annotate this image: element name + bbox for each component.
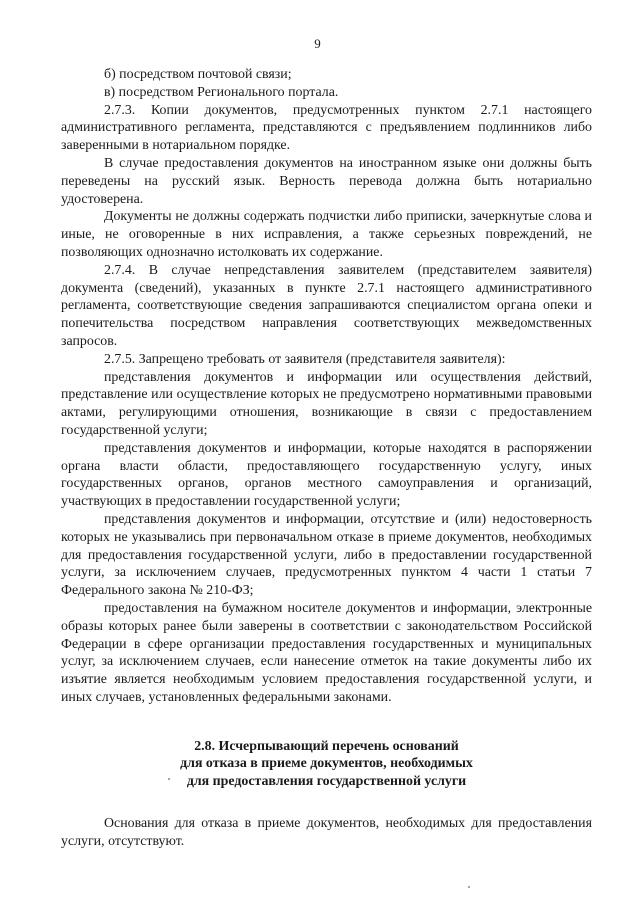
page-number: 9 — [314, 36, 321, 51]
heading-line-3: для предоставления государственной услуги — [186, 774, 467, 790]
paragraph-2-7-3: 2.7.3. Копии документов, предусмотренных пунктом 2.7.1 настоящего административного регламента, представляются с предъявлением подлинников либо заверенными в нотариальном порядке. — [61, 102, 592, 154]
paragraph-document-integrity: Документы не должны содержать подчистки либо приписки, зачеркнутые слова и иные, не оговоренные в них исправления, а также серьезных повреждений, не позволяющих однозначно истолковать их содержание. — [61, 209, 592, 260]
paragraph-foreign-language: В случае предоставления документов на иностранном языке они должны быть переведены на русский язык. Верность перевода должна быть нотариально удостоверена. — [61, 155, 592, 207]
paragraph-prohibition-4: предоставления на бумажном носителе документов и информации, электронные образы которых ранее были заверены в соответствии с законодательством Российской Федерации в сфере организации предоставления государственных и муниципальных услуг, за исключением случаев, если нанесение отметок на такие документы либо их изъятие является необходимым условием предоставления государственной услуги, и иных случаев, установленных федеральными законами. — [61, 600, 592, 705]
paragraph-refusal-grounds: Основания для отказа в приеме документов, необходимых для предоставления услуги, отсутствуют. — [61, 816, 592, 849]
section-heading-2-8 — [61, 738, 592, 791]
paragraph-2-7-4: 2.7.4. В случае непредставления заявителем (представителем заявителя) документа (сведений), указанных в пункте 2.7.1 настоящего административного регламента, соответствующие сведения запрашиваются специалистом органа опеки и попечительства посредством направления соответствующих межведомственных запросов. — [61, 262, 592, 349]
scan-speck — [468, 886, 470, 888]
document-body — [61, 66, 592, 851]
heading-line-1: 2.8. Исчерпывающий перечень оснований — [194, 738, 459, 754]
paragraph-prohibition-2: представления документов и информации, которые находятся в распоряжении органа власти области, предоставляющего государственную услугу, иных государственных органов, органов местного самоуправления и организаций, участвующих в предоставлении государственной услуги; — [61, 440, 592, 510]
scan-speck — [168, 778, 170, 780]
paragraph-2-7-5: 2.7.5. Запрещено требовать от заявителя (представителя заявителя): — [104, 351, 506, 367]
heading-line-2: для отказа в приеме документов, необходимых — [180, 756, 473, 772]
paragraph-prohibition-3: представления документов и информации, отсутствие и (или) недостоверность которых не указывались при первоначальном отказе в приеме документов, необходимых для предоставления государственной услуги, либо в предоставлении государственной услуги, за исключением случаев, предусмотренных пунктом 4 части 1 статьи 7 Федерального закона № 210-ФЗ; — [61, 511, 592, 599]
paragraph-postal: б) посредством почтовой связи; — [104, 67, 292, 82]
paragraph-portal: в) посредством Регионального портала. — [104, 84, 339, 100]
paragraph-prohibition-1: представления документов и информации или осуществления действий, представление или осуществление которых не предусмотрено нормативными правовыми актами, регулирующими отношения, возникающие в связи с предоставлением государственной услуги; — [61, 369, 592, 438]
